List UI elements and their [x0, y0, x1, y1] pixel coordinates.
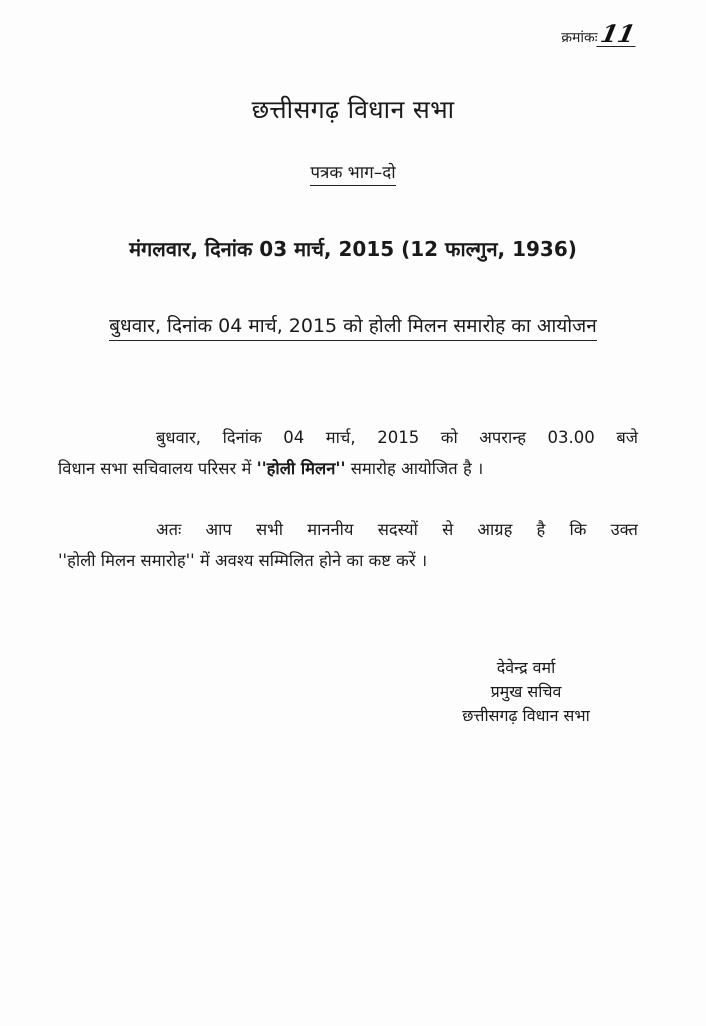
- paragraph-1-line-1: [156, 422, 638, 453]
- signatory-organization: छत्तीसगढ़ विधान सभा: [462, 706, 590, 725]
- word: माननीय: [307, 520, 354, 539]
- paragraph-2: [58, 514, 638, 576]
- word: बुधवार,: [156, 428, 202, 447]
- word: कि: [569, 520, 587, 539]
- word: से: [442, 520, 454, 539]
- word: 04: [283, 428, 305, 447]
- subtitle-text: पत्रक भाग–दो: [310, 163, 395, 186]
- document-title: छत्तीसगढ़ विधान सभा: [251, 95, 455, 124]
- serial-number-field: [561, 19, 638, 48]
- subject-text: बुधवार, दिनांक 04 मार्च, 2015 को होली मिलन समारोह का आयोजन: [109, 315, 597, 341]
- paragraph-1-line-2: [58, 453, 638, 484]
- word: बजे: [616, 428, 638, 447]
- word: को: [440, 428, 458, 447]
- event-name-bold: ''होली मिलन'': [256, 459, 346, 478]
- paragraph-1: [58, 422, 638, 484]
- word: है: [536, 520, 546, 539]
- signatory-name: देवेन्द्र वर्मा: [496, 658, 556, 677]
- paragraph-2-line-2: ''होली मिलन समारोह'' में अवश्य सम्मिलित होने का कष्ट करें ।: [58, 551, 428, 570]
- word: 03.00: [547, 428, 595, 447]
- serial-label: क्रमांकः: [561, 30, 598, 46]
- subject-heading: [0, 312, 706, 338]
- document-subtitle: [0, 160, 706, 183]
- text-segment: विधान सभा सचिवालय परिसर में: [58, 459, 257, 478]
- word: 2015: [377, 428, 420, 447]
- word: सदस्यों: [377, 520, 418, 539]
- word: सभी: [255, 520, 284, 539]
- word: अपरान्ह: [479, 428, 526, 447]
- word: मार्च,: [325, 428, 356, 447]
- word: आप: [205, 520, 232, 539]
- signatory-designation: प्रमुख सचिव: [490, 682, 562, 701]
- word: आग्रह: [477, 520, 513, 539]
- serial-number-handwritten: 11: [596, 22, 641, 47]
- text-segment: समारोह आयोजित है ।: [345, 459, 484, 478]
- word: उक्त: [610, 520, 638, 539]
- word: अतः: [156, 520, 182, 539]
- paragraph-2-line-1: [156, 514, 638, 545]
- dateline: मंगलवार, दिनांक 03 मार्च, 2015 (12 फाल्गुन, 1936): [129, 237, 577, 261]
- signature-block: [416, 656, 636, 728]
- word: दिनांक: [222, 428, 262, 447]
